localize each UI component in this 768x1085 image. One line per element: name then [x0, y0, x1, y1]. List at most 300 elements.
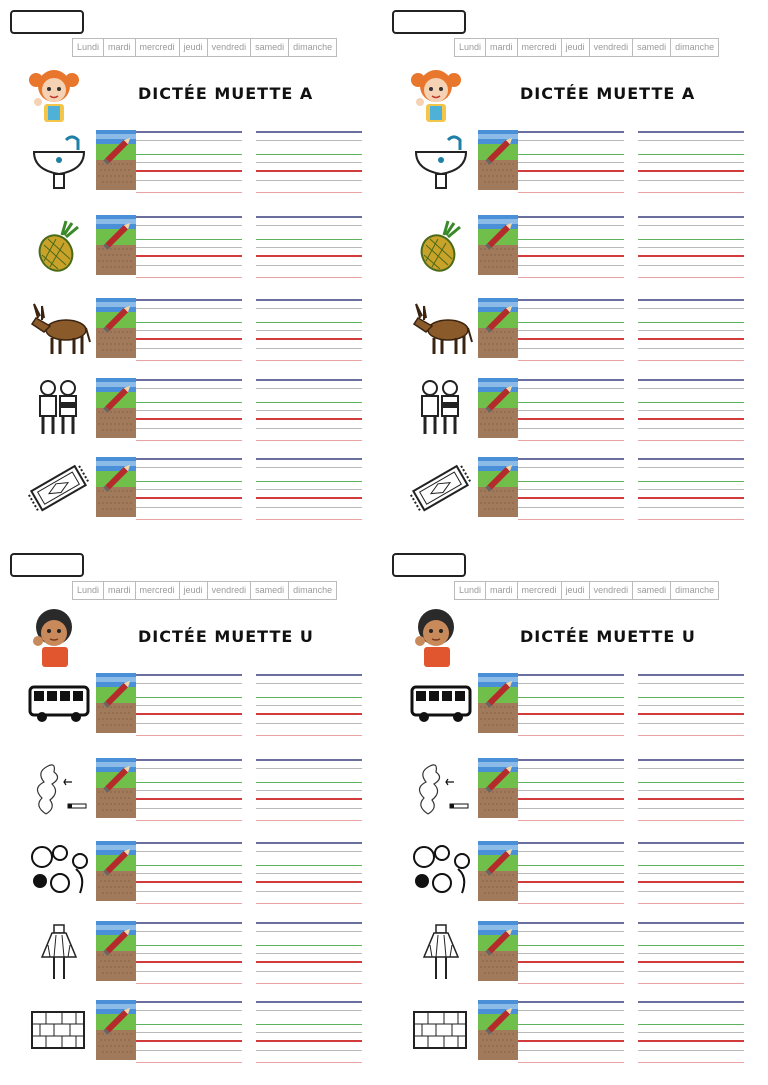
pink-ruled-line: [136, 277, 242, 278]
dictation-row: [0, 921, 384, 991]
grey-ruled-line: [136, 768, 242, 769]
blue-ruled-line: [638, 842, 744, 844]
grey-ruled-line: [256, 808, 362, 809]
grey-ruled-line: [256, 180, 362, 181]
writing-lines[interactable]: [256, 1000, 362, 1064]
grey-ruled-line: [136, 330, 242, 331]
green-ruled-line: [638, 945, 744, 946]
pencil-guide-icon: [96, 215, 136, 275]
grey-ruled-line: [518, 808, 624, 809]
writing-lines[interactable]: [638, 130, 744, 194]
grey-ruled-line: [136, 507, 242, 508]
grey-ruled-line: [638, 873, 744, 874]
pink-ruled-line: [518, 519, 624, 520]
green-ruled-line: [136, 865, 242, 866]
donkey-icon: [26, 298, 92, 358]
blue-ruled-line: [518, 922, 624, 924]
grey-ruled-line: [256, 265, 362, 266]
writing-lines[interactable]: [136, 457, 242, 521]
writing-lines[interactable]: [518, 298, 624, 362]
grey-ruled-line: [256, 330, 362, 331]
blue-ruled-line: [136, 216, 242, 218]
green-ruled-line: [256, 402, 362, 403]
grey-ruled-line: [638, 790, 744, 791]
grey-ruled-line: [136, 953, 242, 954]
writing-lines[interactable]: [518, 130, 624, 194]
grey-ruled-line: [518, 140, 624, 141]
grey-ruled-line: [518, 388, 624, 389]
red-ruled-line: [256, 170, 362, 172]
name-box[interactable]: [10, 553, 84, 577]
grey-ruled-line: [518, 225, 624, 226]
grey-ruled-line: [638, 851, 744, 852]
grey-ruled-line: [518, 265, 624, 266]
writing-lines[interactable]: [136, 1000, 242, 1064]
green-ruled-line: [256, 945, 362, 946]
sink-icon: [408, 130, 474, 190]
friends-icon: [26, 378, 92, 438]
weekday-vendredi[interactable]: vendredi: [208, 582, 252, 599]
grey-ruled-line: [136, 388, 242, 389]
writing-lines[interactable]: [638, 921, 744, 985]
weekday-mercredi[interactable]: mercredi: [136, 582, 180, 599]
blue-ruled-line: [256, 674, 362, 676]
grey-ruled-line: [256, 705, 362, 706]
pencil-guide-icon: [96, 130, 136, 190]
weekday-mardi[interactable]: mardi: [486, 39, 518, 56]
dictation-row: [382, 841, 766, 911]
writing-lines[interactable]: [638, 841, 744, 905]
grey-ruled-line: [518, 308, 624, 309]
blue-ruled-line: [518, 1001, 624, 1003]
blue-ruled-line: [638, 379, 744, 381]
writing-lines[interactable]: [638, 298, 744, 362]
grey-ruled-line: [518, 873, 624, 874]
grey-ruled-line: [256, 410, 362, 411]
grey-ruled-line: [136, 467, 242, 468]
dictation-row: [382, 758, 766, 828]
pencil-guide-icon: [96, 1000, 136, 1060]
weekday-lundi[interactable]: Lundi: [73, 582, 104, 599]
pencil-guide-icon: [478, 673, 518, 733]
pink-ruled-line: [638, 360, 744, 361]
writing-lines[interactable]: [136, 921, 242, 985]
blue-ruled-line: [638, 216, 744, 218]
grey-ruled-line: [638, 768, 744, 769]
blue-ruled-line: [256, 131, 362, 133]
grey-ruled-line: [518, 723, 624, 724]
red-ruled-line: [256, 497, 362, 499]
grey-ruled-line: [518, 348, 624, 349]
red-ruled-line: [638, 1040, 744, 1042]
grey-ruled-line: [638, 180, 744, 181]
writing-lines[interactable]: [518, 841, 624, 905]
grey-ruled-line: [136, 808, 242, 809]
pink-ruled-line: [256, 519, 362, 520]
green-ruled-line: [638, 154, 744, 155]
dictation-row: [382, 298, 766, 368]
writing-lines[interactable]: [136, 841, 242, 905]
green-ruled-line: [518, 1024, 624, 1025]
blue-ruled-line: [638, 458, 744, 460]
grey-ruled-line: [136, 931, 242, 932]
blue-ruled-line: [256, 379, 362, 381]
blue-ruled-line: [256, 458, 362, 460]
red-ruled-line: [136, 338, 242, 340]
red-ruled-line: [518, 798, 624, 800]
name-box[interactable]: [10, 10, 84, 34]
pink-ruled-line: [256, 820, 362, 821]
bubbles-icon: [408, 841, 474, 901]
writing-lines[interactable]: [136, 298, 242, 362]
donkey-icon: [408, 298, 474, 358]
weekday-jeudi[interactable]: jeudi: [562, 582, 590, 599]
pencil-guide-icon: [96, 298, 136, 358]
grey-ruled-line: [136, 873, 242, 874]
pink-ruled-line: [136, 519, 242, 520]
grey-ruled-line: [256, 953, 362, 954]
weekday-dimanche[interactable]: dimanche: [675, 585, 715, 595]
green-ruled-line: [136, 945, 242, 946]
grey-ruled-line: [256, 489, 362, 490]
green-ruled-line: [136, 481, 242, 482]
red-ruled-line: [518, 497, 624, 499]
writing-lines[interactable]: [136, 673, 242, 737]
boy-icon: [404, 605, 468, 669]
skirt-icon: [408, 921, 474, 981]
grey-ruled-line: [136, 851, 242, 852]
red-ruled-line: [638, 255, 744, 257]
writing-lines[interactable]: [638, 378, 744, 442]
red-ruled-line: [136, 713, 242, 715]
pencil-guide-icon: [96, 921, 136, 981]
weekday-jeudi[interactable]: jeudi: [180, 582, 208, 599]
green-ruled-line: [518, 782, 624, 783]
dictation-row: [0, 130, 384, 200]
writing-lines[interactable]: [256, 215, 362, 279]
writing-lines[interactable]: [638, 758, 744, 822]
red-ruled-line: [256, 418, 362, 420]
pink-ruled-line: [256, 277, 362, 278]
grey-ruled-line: [256, 225, 362, 226]
dictation-row: [0, 298, 384, 368]
grey-ruled-line: [638, 410, 744, 411]
blue-ruled-line: [136, 1001, 242, 1003]
wall-icon: [408, 1000, 474, 1060]
blue-ruled-line: [638, 1001, 744, 1003]
pink-ruled-line: [638, 277, 744, 278]
blue-ruled-line: [518, 458, 624, 460]
grey-ruled-line: [136, 308, 242, 309]
grey-ruled-line: [638, 140, 744, 141]
weekday-vendredi[interactable]: vendredi: [208, 39, 252, 56]
green-ruled-line: [256, 481, 362, 482]
pink-ruled-line: [518, 192, 624, 193]
pink-ruled-line: [518, 983, 624, 984]
grey-ruled-line: [256, 891, 362, 892]
weekday-samedi[interactable]: samedi: [251, 582, 289, 599]
weekday-lundi[interactable]: Lundi: [73, 39, 104, 56]
blue-ruled-line: [256, 922, 362, 924]
grey-ruled-line: [256, 723, 362, 724]
grey-ruled-line: [518, 1010, 624, 1011]
grey-ruled-line: [518, 1032, 624, 1033]
writing-lines[interactable]: [256, 457, 362, 521]
pink-ruled-line: [638, 519, 744, 520]
name-box[interactable]: [392, 10, 466, 34]
grey-ruled-line: [256, 683, 362, 684]
blue-ruled-line: [518, 131, 624, 133]
dictation-row: [382, 457, 766, 527]
pink-ruled-line: [638, 1062, 744, 1063]
weekday-jeudi[interactable]: jeudi: [562, 39, 590, 56]
writing-lines[interactable]: [638, 1000, 744, 1064]
pink-ruled-line: [638, 192, 744, 193]
green-ruled-line: [638, 697, 744, 698]
weekday-dimanche[interactable]: dimanche: [293, 42, 333, 52]
writing-lines[interactable]: [638, 215, 744, 279]
sheet-title: DICTÉE MUETTE U: [138, 627, 314, 646]
green-ruled-line: [518, 697, 624, 698]
grey-ruled-line: [136, 247, 242, 248]
writing-lines[interactable]: [256, 378, 362, 442]
red-ruled-line: [136, 170, 242, 172]
blue-ruled-line: [136, 842, 242, 844]
pink-ruled-line: [256, 983, 362, 984]
green-ruled-line: [136, 322, 242, 323]
red-ruled-line: [256, 961, 362, 963]
grey-ruled-line: [136, 410, 242, 411]
green-ruled-line: [136, 1024, 242, 1025]
green-ruled-line: [256, 697, 362, 698]
grey-ruled-line: [638, 330, 744, 331]
weekday-mardi[interactable]: mardi: [104, 582, 136, 599]
green-ruled-line: [256, 782, 362, 783]
writing-lines[interactable]: [638, 457, 744, 521]
writing-lines[interactable]: [518, 215, 624, 279]
grey-ruled-line: [638, 247, 744, 248]
blue-ruled-line: [136, 299, 242, 301]
pencil-guide-icon: [478, 1000, 518, 1060]
red-ruled-line: [638, 497, 744, 499]
writing-lines[interactable]: [518, 673, 624, 737]
green-ruled-line: [518, 481, 624, 482]
pink-ruled-line: [136, 440, 242, 441]
grey-ruled-line: [518, 410, 624, 411]
pencil-guide-icon: [478, 378, 518, 438]
dictation-sheet: [382, 543, 766, 1085]
weekday-mardi[interactable]: mardi: [104, 39, 136, 56]
blue-ruled-line: [638, 131, 744, 133]
writing-lines[interactable]: [256, 841, 362, 905]
green-ruled-line: [518, 322, 624, 323]
pineapple-icon: [26, 215, 92, 275]
red-ruled-line: [256, 713, 362, 715]
weekday-lundi[interactable]: Lundi: [455, 39, 486, 56]
dictation-row: [0, 673, 384, 743]
weekday-samedi[interactable]: samedi: [633, 582, 671, 599]
dictation-row: [382, 215, 766, 285]
dictation-sheet: [0, 0, 384, 542]
grey-ruled-line: [518, 851, 624, 852]
red-ruled-line: [136, 497, 242, 499]
grey-ruled-line: [518, 683, 624, 684]
grey-ruled-line: [638, 507, 744, 508]
pink-ruled-line: [518, 735, 624, 736]
green-ruled-line: [256, 865, 362, 866]
red-ruled-line: [638, 170, 744, 172]
weekday-strip: [454, 581, 719, 600]
grey-ruled-line: [638, 428, 744, 429]
writing-lines[interactable]: [256, 130, 362, 194]
grey-ruled-line: [256, 162, 362, 163]
weekday-samedi[interactable]: samedi: [633, 39, 671, 56]
blue-ruled-line: [256, 842, 362, 844]
grey-ruled-line: [256, 768, 362, 769]
red-ruled-line: [136, 881, 242, 883]
writing-lines[interactable]: [256, 298, 362, 362]
red-ruled-line: [256, 881, 362, 883]
weekday-jeudi[interactable]: jeudi: [180, 39, 208, 56]
pink-ruled-line: [638, 820, 744, 821]
grey-ruled-line: [638, 489, 744, 490]
writing-lines[interactable]: [518, 758, 624, 822]
writing-lines[interactable]: [518, 378, 624, 442]
red-ruled-line: [256, 1040, 362, 1042]
grey-ruled-line: [136, 1050, 242, 1051]
dictation-row: [0, 378, 384, 448]
pink-ruled-line: [256, 440, 362, 441]
grey-ruled-line: [518, 507, 624, 508]
pencil-guide-icon: [96, 457, 136, 517]
blue-ruled-line: [638, 299, 744, 301]
red-ruled-line: [136, 255, 242, 257]
grey-ruled-line: [518, 790, 624, 791]
blue-ruled-line: [256, 1001, 362, 1003]
weekday-vendredi[interactable]: vendredi: [590, 39, 634, 56]
grey-ruled-line: [136, 891, 242, 892]
sink-icon: [26, 130, 92, 190]
weekday-samedi[interactable]: samedi: [251, 39, 289, 56]
blue-ruled-line: [256, 216, 362, 218]
dictation-row: [0, 1000, 384, 1070]
writing-lines[interactable]: [136, 215, 242, 279]
writing-lines[interactable]: [518, 921, 624, 985]
green-ruled-line: [136, 402, 242, 403]
blue-ruled-line: [518, 759, 624, 761]
grey-ruled-line: [518, 931, 624, 932]
grey-ruled-line: [518, 489, 624, 490]
writing-lines[interactable]: [256, 758, 362, 822]
blue-ruled-line: [638, 674, 744, 676]
pink-ruled-line: [256, 735, 362, 736]
name-box[interactable]: [392, 553, 466, 577]
pink-ruled-line: [518, 440, 624, 441]
blue-ruled-line: [256, 299, 362, 301]
smoke-icon: [26, 758, 92, 818]
blue-ruled-line: [136, 674, 242, 676]
red-ruled-line: [518, 881, 624, 883]
weekday-dimanche[interactable]: dimanche: [293, 585, 333, 595]
writing-lines[interactable]: [638, 673, 744, 737]
blue-ruled-line: [638, 759, 744, 761]
red-ruled-line: [256, 798, 362, 800]
weekday-mercredi[interactable]: mercredi: [518, 39, 562, 56]
bus-icon: [408, 673, 474, 733]
grey-ruled-line: [256, 247, 362, 248]
writing-lines[interactable]: [136, 758, 242, 822]
writing-lines[interactable]: [518, 457, 624, 521]
grey-ruled-line: [638, 1032, 744, 1033]
weekday-vendredi[interactable]: vendredi: [590, 582, 634, 599]
red-ruled-line: [638, 961, 744, 963]
weekday-mardi[interactable]: mardi: [486, 582, 518, 599]
green-ruled-line: [638, 239, 744, 240]
grey-ruled-line: [518, 891, 624, 892]
grey-ruled-line: [638, 953, 744, 954]
sheet-title: DICTÉE MUETTE A: [520, 84, 696, 103]
sheet-title: DICTÉE MUETTE A: [138, 84, 314, 103]
pink-ruled-line: [256, 903, 362, 904]
green-ruled-line: [638, 865, 744, 866]
grey-ruled-line: [518, 705, 624, 706]
grey-ruled-line: [638, 705, 744, 706]
blue-ruled-line: [136, 922, 242, 924]
pink-ruled-line: [256, 1062, 362, 1063]
dictation-sheet: [0, 543, 384, 1085]
dictation-row: [382, 1000, 766, 1070]
pink-ruled-line: [256, 192, 362, 193]
writing-lines[interactable]: [136, 130, 242, 194]
grey-ruled-line: [638, 723, 744, 724]
grey-ruled-line: [256, 308, 362, 309]
weekday-lundi[interactable]: Lundi: [455, 582, 486, 599]
writing-lines[interactable]: [256, 673, 362, 737]
pink-ruled-line: [136, 820, 242, 821]
green-ruled-line: [638, 481, 744, 482]
red-ruled-line: [136, 798, 242, 800]
grey-ruled-line: [638, 1050, 744, 1051]
writing-lines[interactable]: [518, 1000, 624, 1064]
grey-ruled-line: [256, 140, 362, 141]
pink-ruled-line: [136, 735, 242, 736]
pencil-guide-icon: [478, 298, 518, 358]
red-ruled-line: [518, 418, 624, 420]
grey-ruled-line: [638, 162, 744, 163]
pink-ruled-line: [136, 1062, 242, 1063]
pink-ruled-line: [518, 1062, 624, 1063]
weekday-mercredi[interactable]: mercredi: [136, 39, 180, 56]
red-ruled-line: [136, 418, 242, 420]
writing-lines[interactable]: [256, 921, 362, 985]
grey-ruled-line: [638, 308, 744, 309]
pink-ruled-line: [518, 277, 624, 278]
green-ruled-line: [136, 782, 242, 783]
pink-ruled-line: [518, 360, 624, 361]
red-ruled-line: [518, 255, 624, 257]
bus-icon: [26, 673, 92, 733]
green-ruled-line: [638, 1024, 744, 1025]
red-ruled-line: [638, 713, 744, 715]
weekday-mercredi[interactable]: mercredi: [518, 582, 562, 599]
grey-ruled-line: [518, 180, 624, 181]
grey-ruled-line: [136, 180, 242, 181]
grey-ruled-line: [256, 790, 362, 791]
writing-lines[interactable]: [136, 378, 242, 442]
weekday-dimanche[interactable]: dimanche: [675, 42, 715, 52]
dictation-row: [0, 215, 384, 285]
pink-ruled-line: [638, 440, 744, 441]
